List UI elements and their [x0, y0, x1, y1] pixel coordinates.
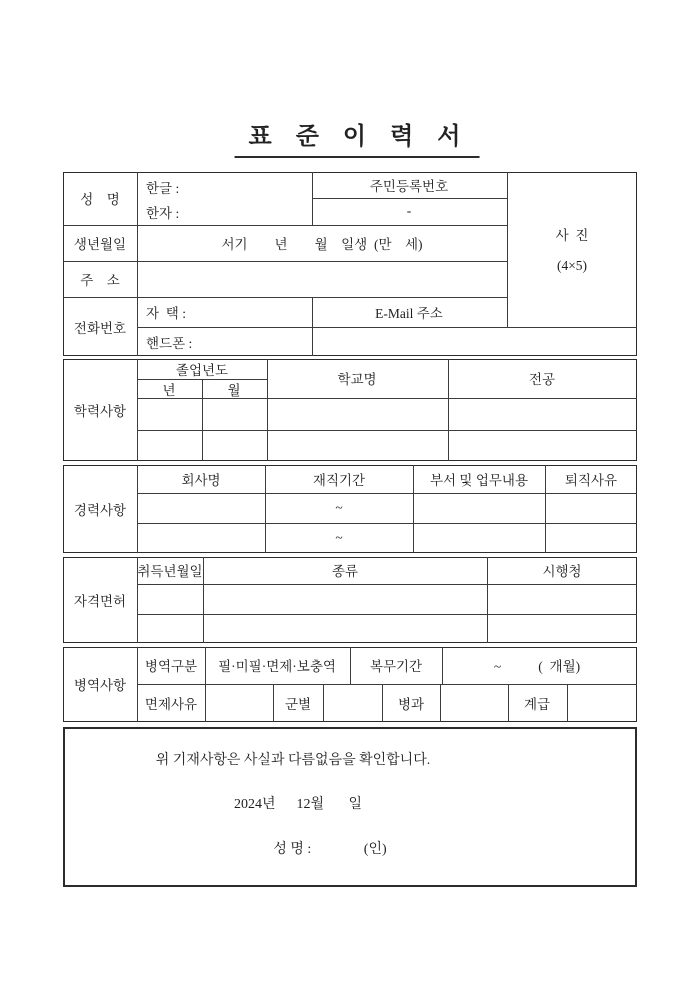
rrn-label: 주민등록번호	[369, 179, 449, 194]
department-duty-header: 부서 및 업무내용	[429, 473, 529, 488]
license-section-label: 자격면허	[73, 594, 127, 609]
grid-line-v	[508, 684, 509, 722]
grid-line-v	[545, 465, 546, 553]
rank-label: 계급	[523, 697, 551, 712]
grid-line-v	[323, 684, 324, 722]
major-header: 전공	[528, 372, 556, 387]
grid-line-v	[567, 684, 568, 722]
grid-line-h	[137, 614, 637, 615]
grid-line-v	[202, 379, 203, 461]
name-label: 성 명	[80, 192, 120, 207]
grid-line-h	[137, 523, 637, 524]
tenure-tilde: ~	[335, 500, 343, 515]
grid-line-v	[507, 172, 508, 327]
grid-line-h	[137, 584, 637, 585]
declaration-statement: 위 기재사항은 사실과 다름없음을 확인합니다.	[155, 753, 431, 768]
photo-size-label: (4×5)	[556, 258, 588, 273]
grid-line-h	[137, 398, 637, 399]
tenure-tilde: ~	[335, 530, 343, 545]
phone-label: 전화번호	[73, 321, 127, 336]
grad-year-header: 졸업년도	[175, 363, 229, 378]
school-header: 학교명	[337, 372, 377, 387]
grid-line-v	[203, 557, 204, 643]
license-type-header: 종류	[331, 564, 359, 579]
grid-line-v	[440, 684, 441, 722]
grid-line-h	[137, 684, 637, 685]
career-section-label: 경력사항	[73, 503, 127, 518]
grid-line-h	[63, 261, 507, 262]
issuing-authority-header: 시행청	[542, 564, 582, 579]
signature-line: 성 명 : (인)	[273, 842, 387, 857]
education-section-label: 학력사항	[73, 404, 127, 419]
hanja-name-label: 한자 :	[146, 206, 180, 221]
grid-line-h	[63, 297, 507, 298]
acquisition-date-header: 취득년월일	[137, 564, 203, 579]
address-label: 주 소	[80, 273, 120, 288]
grid-line-v	[267, 359, 268, 461]
grid-line-v	[442, 647, 443, 684]
grid-line-v	[487, 557, 488, 643]
service-period-value: ~ ( 개월)	[493, 659, 581, 674]
branch-label: 군별	[284, 697, 312, 712]
specialty-label: 병과	[397, 697, 425, 712]
grid-line-v	[137, 359, 138, 461]
grid-line-h	[137, 379, 267, 380]
tenure-header: 재직기간	[312, 473, 366, 488]
grid-line-v	[413, 465, 414, 553]
birthdate-value: 서기 년 월 일생 (만 세)	[221, 237, 423, 252]
exemption-reason-label: 면제사유	[144, 697, 198, 712]
military-section-label: 병역사항	[73, 678, 127, 693]
grid-line-h	[63, 225, 507, 226]
mobile-phone-label: 핸드폰 :	[146, 336, 193, 351]
page-title: 표 준 이 력 서	[235, 116, 480, 158]
company-header: 회사명	[181, 473, 221, 488]
birthdate-label: 생년월일	[73, 237, 127, 252]
grid-line-h	[137, 430, 637, 431]
grid-line-v	[265, 465, 266, 553]
email-label: E-Mail 주소	[375, 306, 443, 321]
service-period-label: 복무기간	[369, 659, 423, 674]
grid-line-h	[312, 198, 507, 199]
grid-line-h	[137, 327, 637, 328]
leave-reason-header: 퇴직사유	[564, 473, 618, 488]
grid-line-v	[137, 465, 138, 553]
photo-label: 사 진	[555, 228, 589, 243]
service-category-label: 병역구분	[144, 659, 198, 674]
grid-line-v	[448, 359, 449, 461]
grid-line-h	[137, 493, 637, 494]
grid-line-v	[273, 684, 274, 722]
rrn-value: -	[406, 203, 412, 218]
service-category-options: 필·미필·면제·보충역	[218, 659, 336, 674]
month-header: 월	[227, 383, 241, 398]
personal-info-section	[63, 172, 637, 356]
grid-line-v	[137, 172, 138, 356]
korean-name-label: 한글 :	[146, 181, 180, 196]
grid-line-v	[350, 647, 351, 684]
year-header: 년	[162, 383, 176, 398]
declaration-date: 2024년 12월 일	[233, 797, 363, 812]
home-phone-label: 자 택 :	[146, 306, 186, 321]
grid-line-v	[382, 684, 383, 722]
